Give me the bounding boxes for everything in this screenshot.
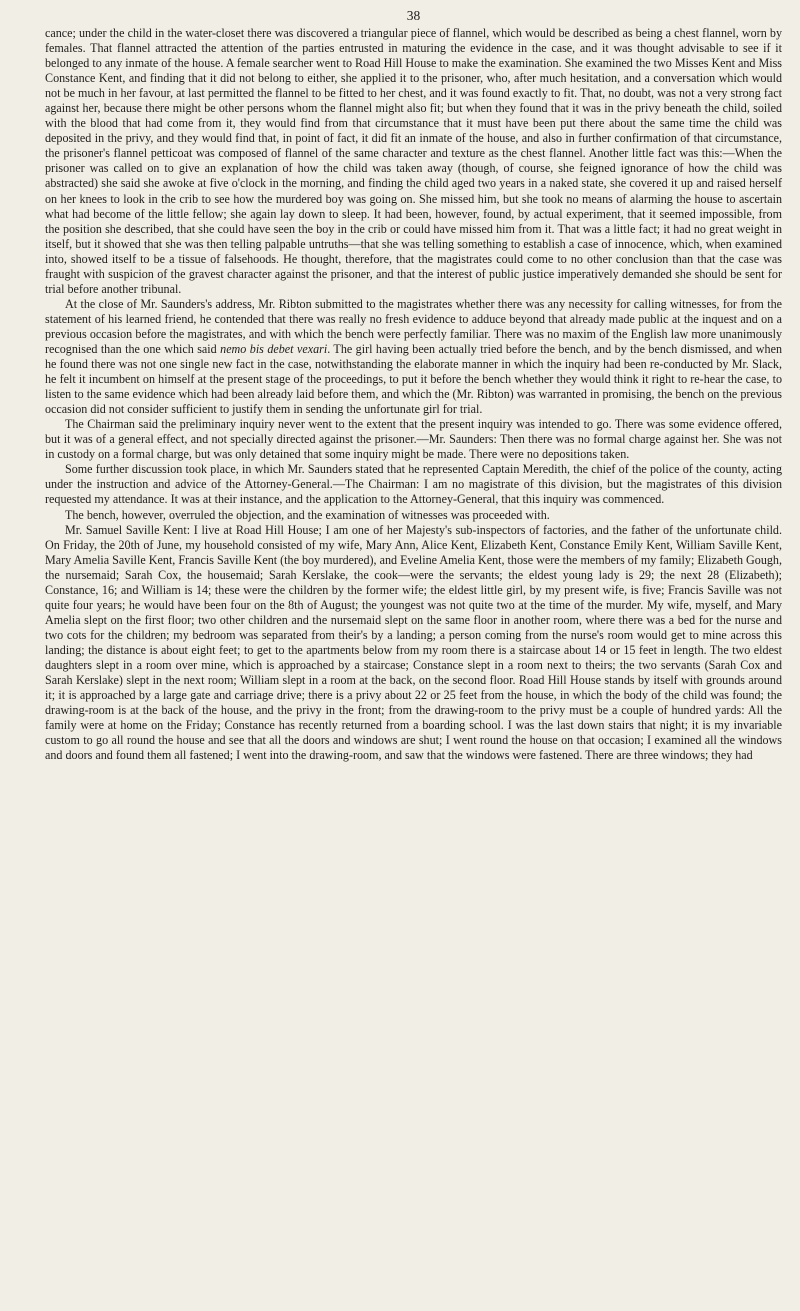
paragraph-ribton-objection: At the close of Mr. Saunders's address, Mr. Ribton submitted to the magistrates whether there was any necessity for calling witnesses, for from the statement of his learned friend, he contended that there was really no fresh evidence to adduce beyond that already made public at the inquest and on a previous occasion before the magistrates, and with which the bench were perfectly familiar. There was no maxim of the English law more unanimously recognised than the one which said nemo bis debet vexari. The girl having been actually tried before the bench, and by the bench dismissed, and when he found there was not one single new fact in the case, notwithstanding the elaborate manner in which the inquiry had been re-conducted by Mr. Slack, he felt it incumbent on himself at the present stage of the proceedings, to put it before the bench whether they would think it right to re-hear the case, to listen to the same evidence which had been already laid before them, and which the (Mr. Ribton) was warranted in promising, the bench on the previous occasion did not consider sufficient to justify them in sending the unfortunate girl for trial.	[45, 296, 782, 417]
paragraph-chairman-reply: The Chairman said the preliminary inquiry never went to the extent that the present inquiry was intended to go. There was some evidence offered, but it was of a general effect, and not specially directed against the prisoner.—Mr. Saunders: Then there was no formal charge against her. She was not in custody on a formal charge, but was only detained that some inquiry might be made. There were no depositions taken.	[45, 417, 782, 462]
page-number: 38	[406, 8, 421, 23]
paragraph-objection-overruled: The bench, however, overruled the objection, and the examination of witnesses was proceeded with.	[65, 507, 550, 522]
paragraph-flannel-evidence: cance; under the child in the water-closet there was discovered a triangular piece of flannel, which would be described as being a chest flannel, worn by females. That flannel attracted the attention of the parties entrusted in maturing the evidence in the case, and it was thought advisable to see if it belonged to any inmate of the house. A female searcher went to Road Hill House to make the examination. She examined the two Misses Kent and Miss Constance Kent, and finding that it did not belong to either, she applied it to the prisoner, who, after much hesitation, and a conversation which would not be much in her favour, at last permitted the flannel to be fitted to her chest, and it was found exactly to fit. That, no doubt, was not a very strong fact against her, because there might be other persons whom the flannel might also fit; but when they found that it was in the privy beneath the child, soiled with the blood that had come from it, they would find from that circumstance that it must have been put there about the same time the child was deposited in the privy, and they would find that, in point of fact, it did fit an inmate of the house, and also in further confirmation of that circumstance, the prisoner's flannel petticoat was composed of flannel of the same character and texture as the chest flannel. Another little fact was this:—When the prisoner was called on to give an explanation of how the child was taken away (though, of course, she feigned ignorance of how the child was abstracted) she said she awoke at five o'clock in the morning, and finding the child aged two years in a naked state, she covered it up and raised herself on her knees to look in the crib to see how the murdered boy was going on. She missed him, but she took no means of alarming the house to ascertain what had become of the little fellow; she again lay down to sleep. It had been, however, found, by actual experiment, that it seemed impossible, from the position she described, that she could have seen the boy in the crib or could have missed him from it. That was a little fact; it had no great weight in itself, but it showed that she was then telling palpable untruths—that she was telling something to establish a case of innocence, which, when examined into, showed itself to be a tissue of falsehoods. He thought, therefore, that the magistrates could come to no other conclusion than that the case was fraught with suspicion of the gravest character against the prisoner, and that the interest of public justice imperatively demanded she should be sent for trial before another tribunal.	[45, 26, 782, 296]
paragraph-further-discussion: Some further discussion took place, in which Mr. Saunders stated that he represented Captain Meredith, the chief of the police of the county, acting under the instruction and advice of the Attorney-General.—The Chairman: I am no magistrate of this division, but the magistrates of this division requested my attendance. It was at their instance, and the application to the Attorney-General, that this inquiry was commenced.	[45, 462, 782, 507]
latin-maxim: nemo bis debet vexari	[220, 341, 328, 356]
body-text	[45, 26, 782, 763]
paragraph-kent-testimony: Mr. Samuel Saville Kent: I live at Road Hill House; I am one of her Majesty's sub-inspectors of factories, and the father of the unfortunate child. On Friday, the 20th of June, my household consisted of my wife, Mary Ann, Alice Kent, Elizabeth Kent, Constance Emily Kent, William Saville Kent, Mary Amelia Saville Kent, Francis Saville Kent (the boy murdered), and Eveline Amelia Kent, those were the members of my family; Elizabeth Gough, the nursemaid; Sarah Cox, the housemaid; Sarah Kerslake, the cook—were the servants; the eldest young lady is 29; the next 28 (Elizabeth); Constance, 16; and William is 14; these were the children by the former wife; the eldest little girl, by my present wife, is five; Francis Saville was not quite four years; he would have been four on the 8th of August; the youngest was not quite two at the time of the murder. My wife, myself, and Mary Amelia slept on the first floor; two other children and the nursemaid slept on the same floor in another room, where there was a bed for the nurse and two cots for the children; my bedroom was separated from their's by a landing; a person coming from the nurse's room would get to mine across this landing; the distance is about eight feet; to get to the apartments below from my room there is a staircase about 14 or 15 feet in length. The two eldest daughters slept in a room over mine, which is approached by a staircase; Constance slept in a room next to theirs; the two servants (Sarah Cox and Sarah Kerslake) slept in the next room; William slept in a room at the back, on the second floor. Road Hill House stands by itself with grounds around it; it is approached by a large gate and carriage drive; there is a privy about 22 or 25 feet from the house, in which the body of the child was found; the drawing-room is at the back of the house, and the privy in the front; from the drawing-room to the privy must be a couple of hundred yards: All the family were at home on the Friday; Constance has recently returned from a boarding school. I was the last down stairs that night; it is my invariable custom to go all round the house and see that all the doors and windows are shut; I went round the house on that occasion; I examined all the windows and doors and found them all fastened; I went into the drawing-room, and saw that the windows were fastened. There are three windows; they had	[45, 522, 782, 763]
